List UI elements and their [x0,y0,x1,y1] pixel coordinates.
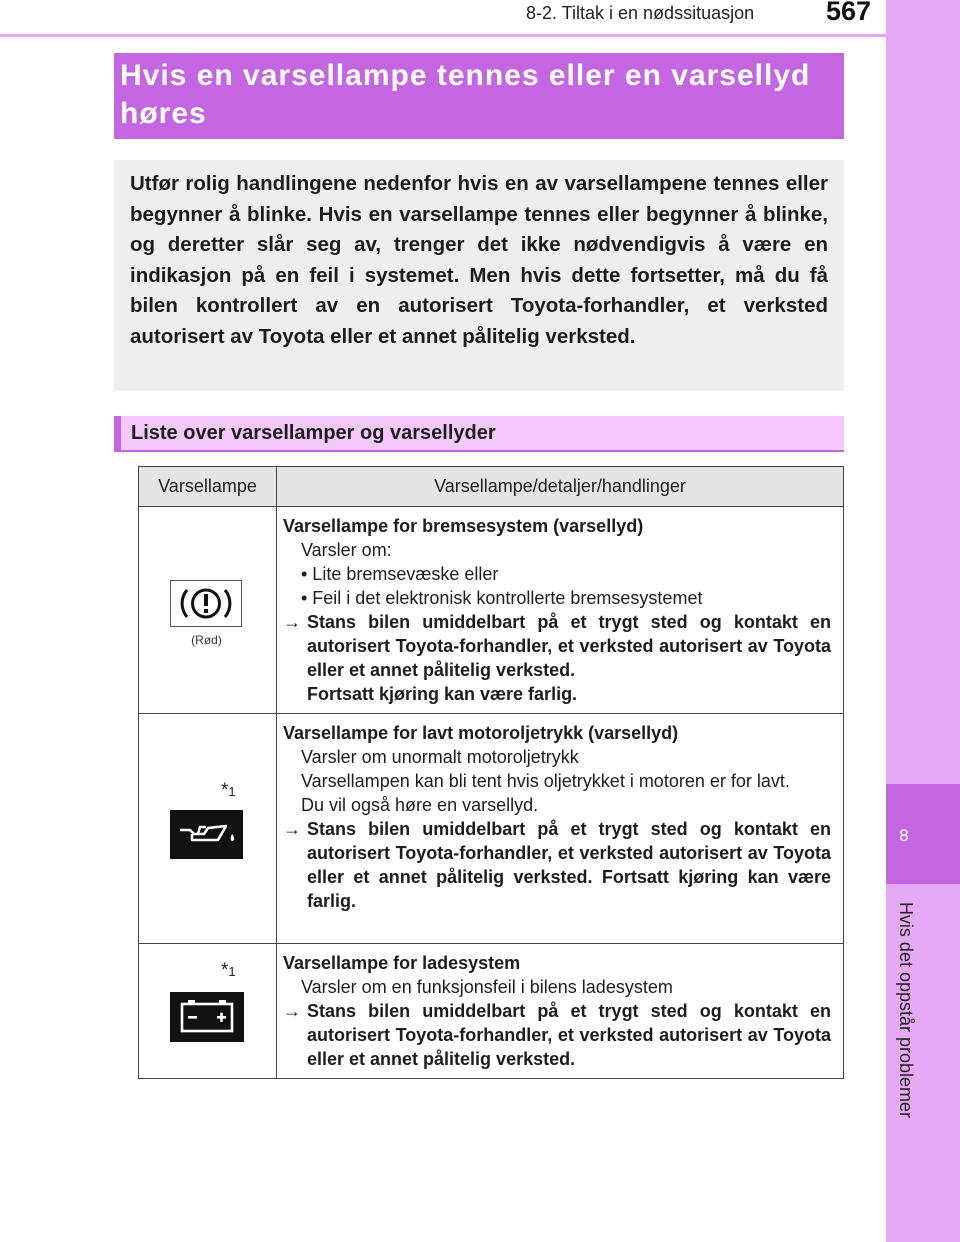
page-title-box [114,53,844,139]
table-row [139,714,844,944]
page-title: Hvis en varsellampe tennes eller en varsellyd høres [120,59,811,130]
arrow-icon: → [283,819,301,839]
lamp-detail: Du vil også høre en varsellyd. [301,795,539,815]
lamp-action-text: Stans bilen umiddelbart på et trygt sted og kontakt en autorisert Toyota-forhandler, et verksted autorisert av Toyota eller et annet pålitelig verksted. [307,1001,831,1069]
icon-caption: (Rød) [191,633,222,647]
lamp-bullet: • Lite bremsevæske eller [301,564,499,584]
lamp-title: Varsellampe for ladesystem [283,953,521,973]
header-rule [0,34,886,37]
section-title: 8-2. Tiltak i en nødssituasjon [526,3,755,23]
column-header-lamp: Varsellampe [139,467,277,507]
oil-pressure-warning-icon [170,810,243,859]
lamp-action-text: Stans bilen umiddelbart på et trygt sted og kontakt en autorisert Toyota-forhandler, et verksted autorisert av Toyota eller et annet pålitelig verksted. [307,612,831,680]
table-header-row [139,467,844,507]
lamp-description [277,507,844,714]
lamp-title: Varsellampe for lavt motoroljetrykk (varsellyd) [283,723,679,743]
table-row [139,507,844,714]
warning-lamp-table [138,466,844,1079]
chapter-title: Hvis det oppstår problemer [896,901,916,1119]
lamp-title: Varsellampe for bremsesystem (varsellyd) [283,516,644,536]
chapter-number: 8 [899,826,909,845]
lamp-detail: Varsler om unormalt motoroljetrykk [301,747,579,767]
lamp-bullet: • Feil i det elektronisk kontrollerte bremsesystemet [301,588,703,608]
battery-charging-warning-icon [170,992,244,1042]
lamp-action [283,999,831,1071]
brake-system-warning-icon [170,580,242,627]
footnote-marker: *1 [221,960,236,981]
page-number: 567 [826,0,872,26]
subheading-box [114,416,844,452]
intro-text: Utfør rolig handlingene nedenfor hvis en av varsellampene tennes eller begynner å blinke. Hvis en varsellampe tennes eller begynner å blinke, og deretter slår seg av, trenger det ikke nødvendigvis å være en indikasjon på en feil i systemet. Men hvis dette fortsetter, må du få bilen kontrollert av en autorisert Toyota-forhandler, et verksted autorisert av Toyota eller et annet pålitelig verksted. [130,172,828,348]
table-row [139,944,844,1079]
column-header-details: Varsellampe/detaljer/handlinger [277,467,844,507]
lamp-icon-cell [139,714,277,944]
footnote-marker: *1 [221,780,236,801]
lamp-detail: Varsellampen kan bli tent hvis oljetrykket i motoren er for lavt. [301,771,790,791]
lamp-action-text: Stans bilen umiddelbart på et trygt sted og kontakt en autorisert Toyota-forhandler, et verksted autorisert av Toyota eller et annet pålitelig verksted. Fortsatt kjøring kan være farlig. [307,819,831,911]
lamp-action-warning: Fortsatt kjøring kan være farlig. [307,684,578,704]
arrow-icon: → [283,1001,301,1021]
lamp-action [283,817,831,913]
subheading: Liste over varsellamper og varsellyder [131,422,496,444]
lamp-icon-cell [139,507,277,714]
lamp-action [283,610,831,706]
arrow-icon: → [283,612,301,632]
lamp-detail: Varsler om en funksjonsfeil i bilens ladesystem [301,977,673,997]
intro-box [114,160,844,391]
lamp-description [277,944,844,1079]
lamp-description [277,714,844,944]
lamp-detail: Varsler om: [301,540,392,560]
lamp-icon-cell [139,944,277,1079]
